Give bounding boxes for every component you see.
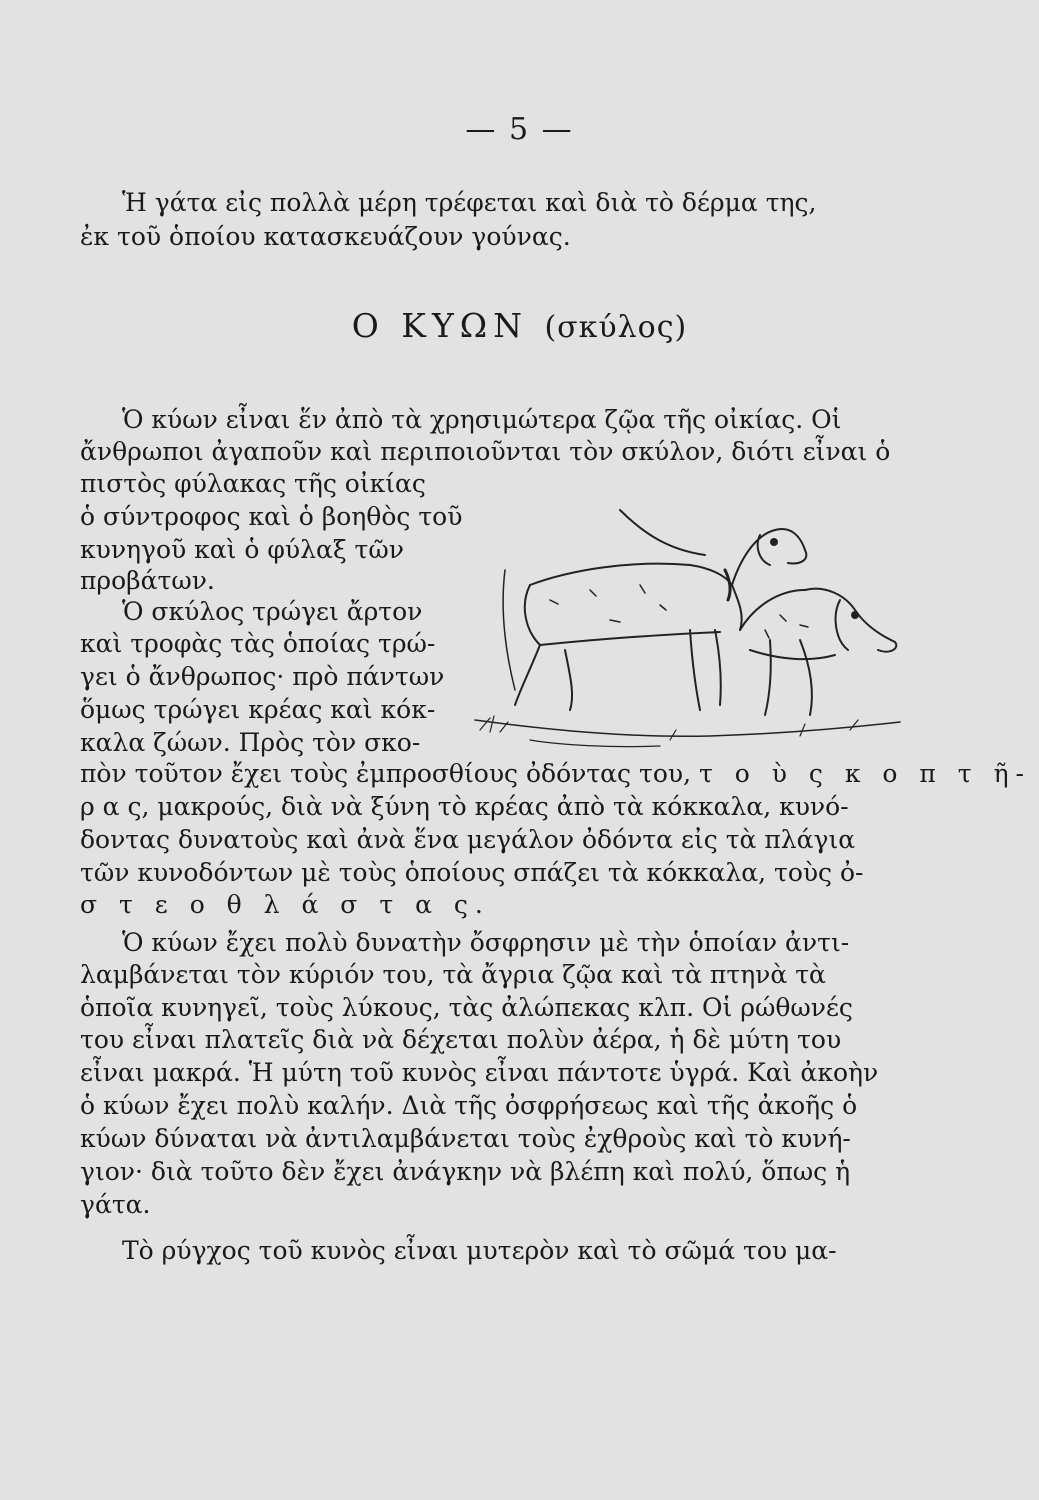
body-line (80, 759, 1031, 789)
body-line: εἶναι μακρά. Ἡ μύτη τοῦ κυνὸς εἶναι πάντοτε ὑγρά. Καὶ ἀκοὴν (80, 1058, 879, 1087)
body-text: πὸν τοῦτον ἔχει τοὺς ἐμπροσθίους ὀδόντας του, (80, 759, 692, 788)
body-line: του εἶναι πλατεῖς διὰ νὰ δέχεται πολὺν ἀέρα, ἡ δὲ μύτη του (80, 1025, 842, 1054)
body-line: Ὁ σκύλος τρώγει ἄρτον (122, 597, 423, 626)
page-number: — 5 — (465, 112, 574, 147)
body-line: ὁ σύντροφος καὶ ὁ βοηθὸς τοῦ (80, 502, 463, 531)
body-line: Ὁ κύων ἔχει πολὺ δυνατὴν ὄσφρησιν μὲ τὴν ὁποίαν ἀντι- (122, 928, 850, 957)
body-line: ὅμως τρώγει κρέας καὶ κόκ- (80, 695, 436, 724)
body-line: κυνηγοῦ καὶ ὁ φύλαξ τῶν (80, 535, 404, 564)
body-line: ρ α ς, μακρούς, διὰ νὰ ξύνη τὸ κρέας ἀπὸ τὰ κόκκαλα, κυνό- (80, 792, 849, 821)
section-title-main: Ο ΚΥΩΝ (351, 306, 528, 345)
body-line: λαμβάνεται τὸν κύριόν του, τὰ ἄγρια ζῷα καὶ τὰ πτηνὰ τὰ (80, 960, 826, 989)
body-line: πιστὸς φύλακας τῆς οἰκίας (80, 469, 426, 498)
body-line: Ὁ κύων εἶναι ἕν ἀπὸ τὰ χρησιμώτερα ζῷα τῆς οἰκίας. Οἱ (122, 405, 842, 434)
dogs-illustration (470, 490, 915, 765)
body-line: ἄνθρωποι ἀγαποῦν καὶ περιποιοῦνται τὸν σκύλον, διότι εἶναι ὁ (80, 437, 891, 466)
body-line: κύων δύναται νὰ ἀντιλαμβάνεται τοὺς ἐχθροὺς καὶ τὸ κυνή- (80, 1124, 851, 1153)
body-line: Τὸ ρύγχος τοῦ κυνὸς εἶναι μυτερὸν καὶ τὸ σῶμά του μα- (122, 1236, 837, 1265)
body-line: καλα ζώων. Πρὸς τὸν σκο- (80, 728, 421, 757)
section-title-paren: (σκύλος) (544, 310, 688, 345)
body-line: γει ὁ ἄνθρωπος· πρὸ πάντων (80, 662, 445, 691)
body-line: τῶν κυνοδόντων μὲ τοὺς ὁποίους σπάζει τὰ κόκκαλα, τοὺς ὀ- (80, 858, 864, 887)
body-line: δοντας δυνατοὺς καὶ ἀνὰ ἕνα μεγάλον ὀδόντα εἰς τὰ πλάγια (80, 825, 856, 854)
spaced-term-osteothlastes: σ τ ε ο θ λ ά σ τ α ς. (80, 890, 490, 919)
body-line: ὁ κύων ἔχει πολὺ καλήν. Διὰ τῆς ὀσφρήσεως καὶ τῆς ἀκοῆς ὁ (80, 1091, 858, 1120)
body-line: καὶ τροφὰς τὰς ὁποίας τρώ- (80, 629, 436, 658)
body-line: γάτα. (80, 1190, 151, 1219)
body-line: προβάτων. (80, 566, 215, 595)
intro-line-1: Ἡ γάτα εἰς πολλὰ μέρη τρέφεται καὶ διὰ τὸ δέρμα της, (122, 188, 817, 217)
section-title (0, 306, 1039, 345)
body-line: ὁποῖα κυνηγεῖ, τοὺς λύκους, τὰς ἀλώπεκας κλπ. Οἱ ρώθωνές (80, 993, 853, 1022)
body-line: γιον· διὰ τοῦτο δὲν ἔχει ἀνάγκην νὰ βλέπη καὶ πολύ, ὅπως ἡ (80, 1157, 851, 1186)
intro-line-2: ἐκ τοῦ ὁποίου κατασκευάζουν γούνας. (80, 222, 571, 251)
spaced-term-koptires: τ ο ὺ ς κ ο π τ ῆ- (698, 759, 1032, 788)
